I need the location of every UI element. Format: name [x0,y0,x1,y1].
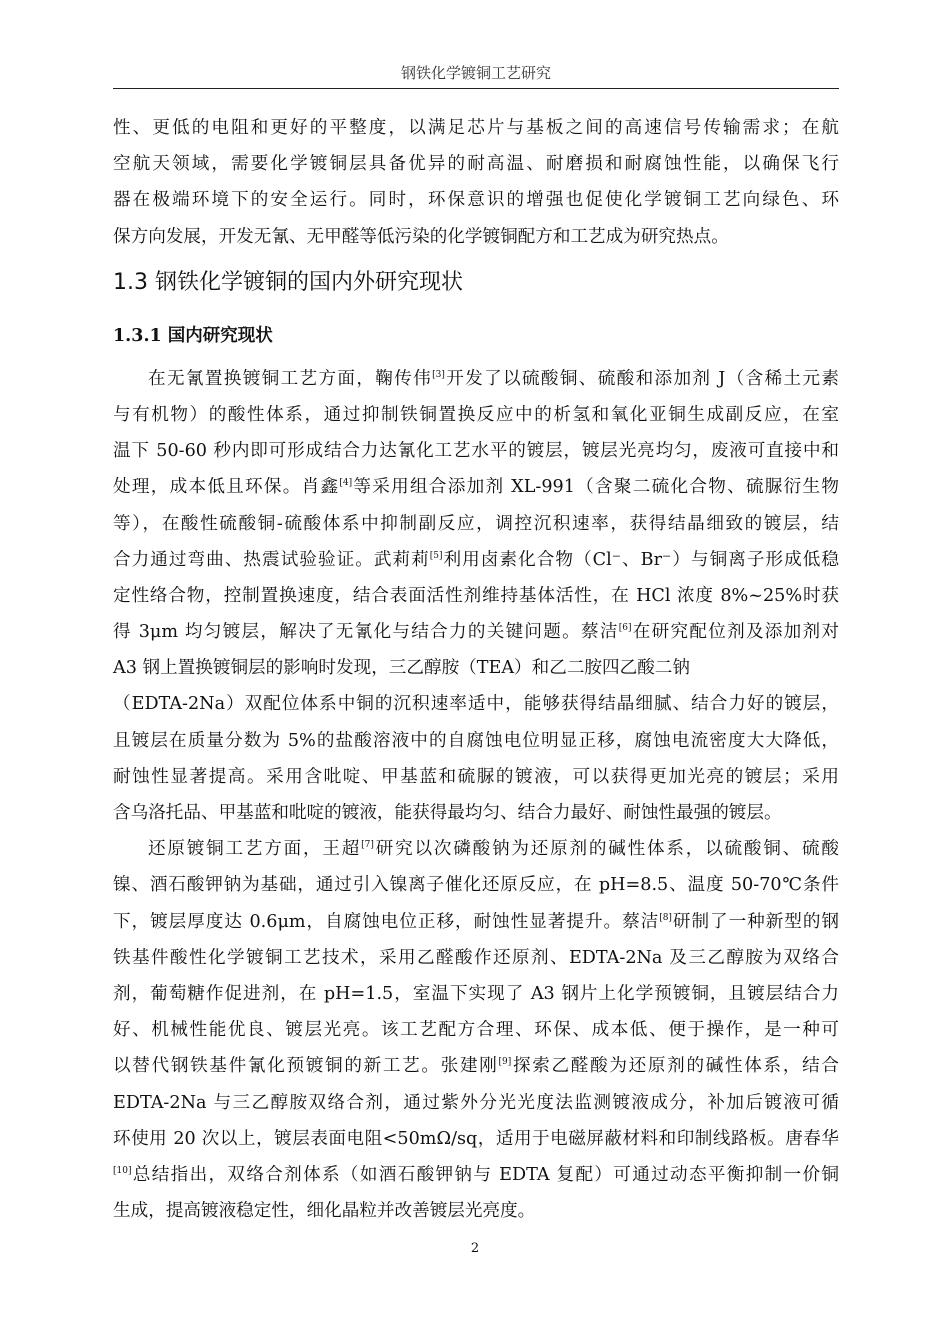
text-line [113,1048,839,1084]
text-line: 好、机械性能优良、镀层光亮。该工艺配方合理、环保、成本低、便于操作，是一种可 [113,1020,839,1041]
text-line: 等），在酸性硫酸铜-硫酸体系中抑制副反应，调控沉积速率，获得结晶细致的镀层，结 [113,513,839,534]
text-span: 处理，成本低且环保。肖鑫 [113,477,340,498]
text-line: 保方向发展，开发无氰、无甲醛等低污染的化学镀铜配方和工艺成为研究热点。 [113,226,729,247]
text-span: 开发了以硫酸铜、硫酸和添加剂 J（含稀土元素 [444,368,839,389]
section-heading: 1.3 钢铁化学镀铜的国内外研究现状 [113,269,463,295]
text-line [113,542,839,578]
subsection-heading: 1.3.1 国内研究现状 [113,325,273,346]
text-span: 利用卤素化合物（Cl⁻、Br⁻）与铜离子形成低稳 [442,549,839,570]
text-span: 在无氰置换镀铜工艺方面，鞠传伟 [148,368,433,389]
citation-ref: [5] [429,550,443,561]
paragraph-1 [113,110,839,255]
text-line: 耐蚀性显著提高。采用含吡啶、甲基蓝和硫脲的镀液，可以获得更加光亮的镀层；采用 [113,766,839,787]
text-line: A3 钢上置换镀铜层的影响时发现，三乙醇胺（TEA）和乙二胺四乙酸二钠 [113,658,690,679]
text-line: 与有机物）的酸性体系，通过抑制铁铜置换反应中的析氢和氧化亚铜生成副反应，在室 [113,404,839,425]
citation-ref: [9] [498,1057,512,1068]
citation-ref: [7] [361,840,374,851]
text-line: 温下 50-60 秒内即可形成结合力达氰化工艺水平的镀层，镀层光亮均匀，废液可直接中和 [113,441,839,462]
text-line [113,614,839,650]
citation-ref: [8] [659,912,672,923]
text-line: 剂，葡萄糖作促进剂，在 pH=1.5，室温下实现了 A3 钢片上化学预镀铜，且镀层结合力 [113,983,839,1004]
paragraph-2 [113,361,839,831]
text-line: 且镀层在质量分数为 5%的盐酸溶液中的自腐蚀电位明显正移，腐蚀电流密度大大降低， [113,730,839,751]
text-line: 定性络合物，控制置换速度，结合表面活性剂维持基体活性，在 HCl 浓度 8%~25%时获 [113,585,839,606]
header-rule [113,88,839,89]
citation-ref: [3] [432,369,445,380]
text-line: EDTA-2Na 与三乙醇胺双络合剂，通过紫外分光光度法监测镀液成分，补加后镀液可循 [113,1092,839,1113]
text-line [113,361,839,397]
text-span: 研究以次磷酸钠为还原剂的碱性体系，以硫酸铜、硫酸 [373,839,839,860]
text-span: 下，镀层厚度达 0.6μm，自腐蚀电位正移，耐蚀性显著提升。蔡洁 [113,911,660,932]
text-span: 在研究配位剂及添加剂对 [631,622,839,643]
page-number: 2 [470,1241,480,1256]
text-span: 总结指出，双络合剂体系（如酒石酸钾钠与 EDTA 复配）可通过动态平衡抑制一价铜 [131,1164,839,1185]
text-line: （EDTA-2Na）双配位体系中铜的沉积速率适中，能够获得结晶细腻、结合力好的镀层， [113,694,839,715]
text-line [113,469,839,505]
running-header: 钢铁化学镀铜工艺研究 [400,64,551,82]
text-line: 空航天领域，需要化学镀铜层具备优异的耐高温、耐磨损和耐腐蚀性能，以确保飞行 [113,154,839,175]
text-span: 还原镀铜工艺方面，王超 [148,839,362,860]
text-span: 等采用组合添加剂 XL-991（含聚二硫化合物、硫脲衍生物 [352,477,839,498]
text-line: 镍、酒石酸钾钠为基础，通过引入镍离子催化还原反应，在 pH=8.5、温度 50-70℃条件 [113,875,839,896]
text-span: 以替代钢铁基件氰化预镀铜的新工艺。张建刚 [113,1056,499,1077]
citation-ref: [4] [339,478,353,489]
text-line: 性、更低的电阻和更好的平整度，以满足芯片与基板之间的高速信号传输需求；在航 [113,118,839,138]
citation-ref: [6] [618,623,632,634]
text-span: 研制了一种新型的钢 [671,911,839,932]
text-span: 得 3μm 均匀镀层，解决了无氰化与结合力的关键问题。蔡洁 [113,622,619,643]
paragraph-3 [113,831,839,1229]
text-line [113,1157,839,1193]
text-line: 生成，提高镀液稳定性，细化晶粒并改善镀层光亮度。 [113,1201,536,1222]
text-line: 环使用 20 次以上，镀层表面电阻<50mΩ/sq，适用于电磁屏蔽材料和印制线路板。唐春华 [113,1128,839,1149]
text-line: 器在极端环境下的安全运行。同时，环保意识的增强也促使化学镀铜工艺向绿色、环 [113,190,839,211]
text-line [113,904,839,940]
text-span: 合力通过弯曲、热震试验验证。武莉莉 [113,549,430,570]
text-line [113,831,839,867]
text-line: 铁基件酸性化学镀铜工艺技术，采用乙醛酸作还原剂、EDTA-2Na 及三乙醇胺为双络合 [113,947,839,968]
text-span: 探索乙醛酸为还原剂的碱性体系，结合 [511,1056,839,1077]
citation-ref: [10] [113,1165,132,1176]
text-line: 含乌洛托品、甲基蓝和吡啶的镀液，能获得最均匀、结合力最好、耐蚀性最强的镀层。 [113,803,782,823]
document-body [113,110,839,1229]
